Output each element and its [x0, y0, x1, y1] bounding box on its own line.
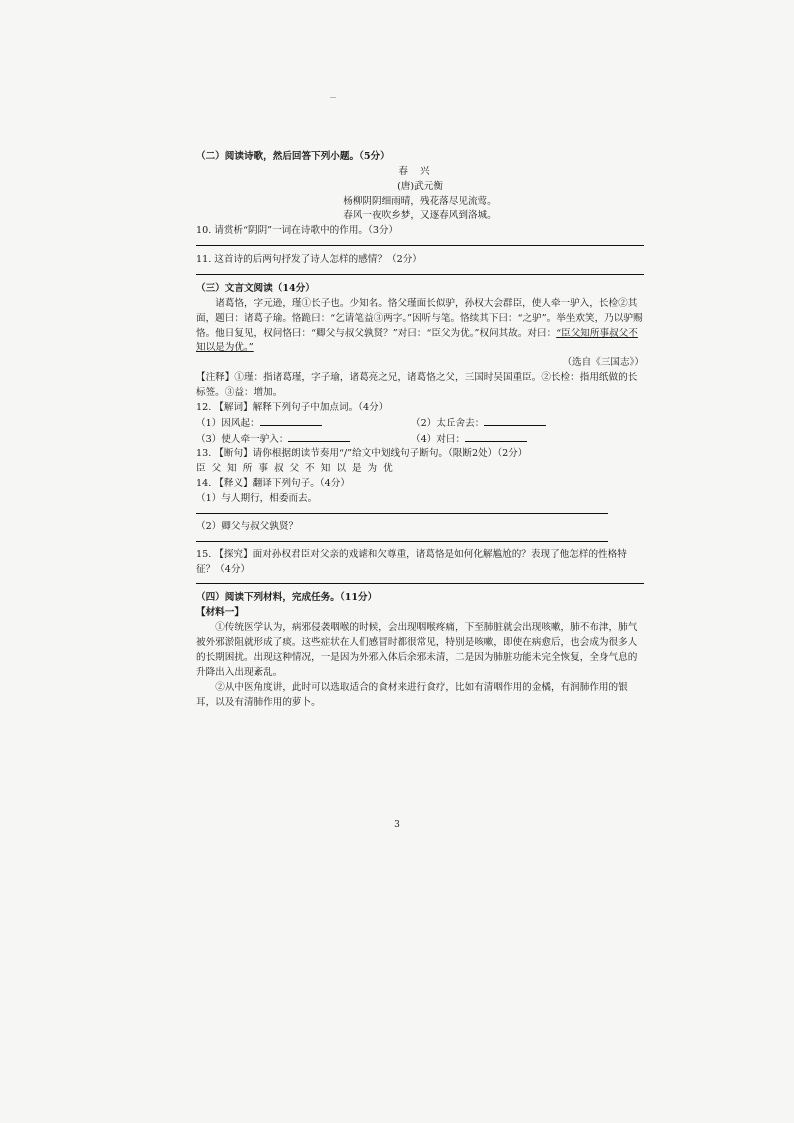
- q12-item-1: （1）因风起：: [196, 416, 411, 432]
- poem-line-2: 春风一夜吹乡梦，又逐春风到洛城。: [343, 210, 497, 222]
- q12-item-2: （2）太丘舍去：: [411, 416, 626, 432]
- question-14-2: （2）卿父与叔父孰贤？: [196, 520, 299, 532]
- answer-line: [196, 245, 644, 246]
- material-paragraph-2: ②从中医角度讲，此时可以选取适合的食材来进行食疗，比如有清咽作用的金橘，有润肺作用的银耳，以及有清肺作用的萝卜。: [196, 681, 628, 708]
- question-10: 10. 请赏析“阴阴”一词在诗歌中的作用。（3分）: [196, 225, 399, 237]
- q12-item-3: （3）使人牵一驴入：: [196, 432, 411, 448]
- passage-notes: 【注释】①瑾：指诸葛瑾，字子瑜，诸葛亮之兄，诸葛恪之父，三国时吴国重臣。②长检：指用纸做的长标签。③益：增加。: [196, 372, 638, 399]
- section3-heading: （三）文言文阅读（14分）: [196, 283, 315, 295]
- fill-blank[interactable]: [288, 432, 350, 442]
- answer-line: [196, 274, 644, 275]
- question-14: 14. 【释义】翻译下列句子。（4分）: [196, 478, 350, 490]
- exam-content: [196, 150, 644, 710]
- classical-passage: [196, 297, 644, 356]
- question-13: 13. 【断句】请你根据朗读节奏用“/”给文中划线句子断句。（限断2处）（2分）: [196, 448, 528, 460]
- answer-line: [196, 583, 644, 584]
- poem-title: 春兴: [398, 165, 442, 177]
- question-11: 11. 这首诗的后两句抒发了诗人怎样的感情？（2分）: [196, 254, 422, 266]
- passage-text: 诸葛恪，字元逊，瑾①长子也。少知名。恪父瑾面长似驴，孙权大会群臣，使人牵一驴入，长检②其面，题曰：诸葛子瑜。恪跪曰：“乞请笔益③两字。”因听与笔。恪续其下曰：“之驴”。举坐欢笑，乃以驴赐恪。他日复见，权问恪曰：“卿父与叔父孰贤？”对曰：“臣父为优。”权问其故。对曰：: [196, 297, 643, 339]
- section4-heading: （四）阅读下列材料，完成任务。（11分）: [196, 592, 378, 604]
- material-paragraph-1: ①传统医学认为，病邪侵袭咽喉的时候，会出现咽喉疼痛，下至肺脏就会出现咳嗽，肺不布津，肺气被外邪淤阻就形成了痰。这些症状在人们感冒时都很常见，特别是咳嗽，即使在病愈后，也会成为很多人的长期困扰。出现这种情况，一是因为外邪入体后余邪未清，二是因为肺脏功能未完全恢复，全身气息的升降出入出现紊乱。: [196, 622, 638, 678]
- passage-source: （选自《三国志》）: [562, 357, 644, 369]
- q12-row-2: [196, 432, 644, 448]
- fill-blank[interactable]: [465, 432, 527, 442]
- question-14-1: （1）与人期行，相委而去。: [196, 493, 318, 505]
- poem-author: (唐)武元衡: [397, 180, 443, 192]
- q12-item-4: （4）对曰：: [411, 432, 626, 448]
- q12-row-1: [196, 416, 644, 432]
- answer-line: [196, 513, 608, 514]
- section2-heading: （二）阅读诗歌，然后回答下列小题。（5分）: [196, 151, 390, 162]
- question-12: 12. 【解词】解释下列句子中加点词。（4分）: [196, 401, 389, 413]
- question-15: 15. 【探究】面对孙权君臣对父亲的戏谑和欠尊重，诸葛恪是如何化解尴尬的？表现了他怎样的性格特征？（4分）: [196, 548, 627, 575]
- fill-blank[interactable]: [484, 416, 546, 426]
- q13-sentence: 臣父知所事叔父不知以是为优: [196, 463, 399, 475]
- answer-line: [196, 541, 608, 542]
- page-number: 3: [394, 820, 400, 830]
- scan-speck: [330, 97, 336, 98]
- underlined-sentence: “臣父知所事叔父不知以是为优。”: [196, 327, 638, 354]
- poem-line-1: 杨柳阴阴细雨晴，残花落尽见流莺。: [343, 195, 497, 207]
- material-1-label: 【材料一】: [196, 607, 244, 619]
- fill-blank[interactable]: [260, 416, 322, 426]
